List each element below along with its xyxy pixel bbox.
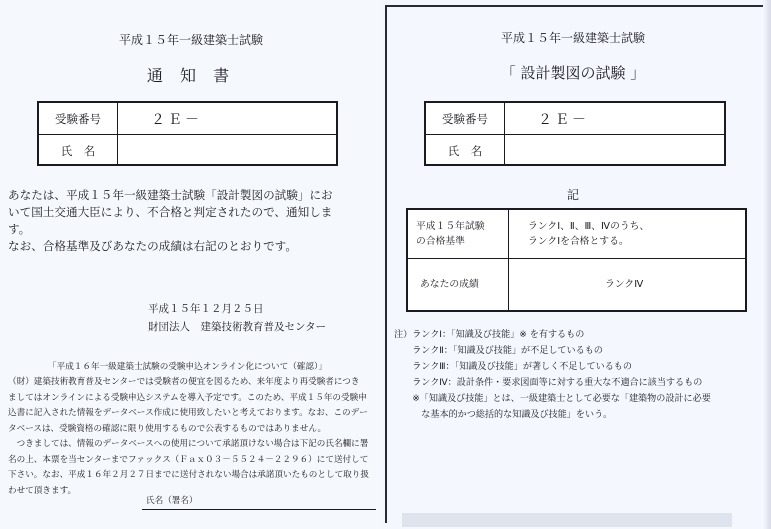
rank-note: ランクⅡ：「知識及び技能」が不足しているもの (394, 346, 603, 356)
notice-title: 通 知 書 (146, 66, 236, 85)
rank-note: ※「知識及び技能」とは、一級建築士として必要な「建築物の設計に必要 (394, 394, 711, 404)
criteria-value-line: ランクⅠ、Ⅱ、Ⅲ、Ⅳのうち、 (528, 221, 650, 232)
criteria-label-line: の合格基準 (416, 236, 465, 247)
left-id-box (37, 101, 338, 166)
footer-heading: 「平成１６年一級建築士試験の受験申込オンライン化について（確認）」 (48, 362, 327, 372)
criteria-value (528, 219, 649, 249)
exam-number-value: ２Ｅ－ (151, 112, 202, 128)
right-id-box (424, 101, 726, 166)
rank-note: ランクⅣ：設計条件・要求図面等に対する重大な不適合に該当するもの (394, 378, 703, 388)
footer-line: 名の上、本票を当センターまでファックス（Ｆａｘ０３－５５２４－２２９６）にて送付して (8, 454, 369, 465)
criteria-label-line: 平成１５年試験 (416, 221, 485, 232)
right-exam-title: 平成１５年一級建築士試験 (500, 31, 645, 45)
signature-label: 氏名（署名） (146, 496, 198, 506)
notice-line: いて国土交通大臣により、不合格と判定されたので、通知しま (8, 205, 333, 219)
signature-line[interactable] (142, 509, 376, 510)
page-edge-shadow (763, 0, 771, 529)
ki-heading: 記 (567, 188, 580, 202)
footer-line: 下さい。なお、平成１６年２月２７日までに送付されない場合は承諾頂いたものとして取り扱 (8, 470, 369, 480)
left-exam-title: 平成１５年一級建築士試験 (118, 33, 263, 47)
notice-line: なお、合格基準及びあなたの成績は右記のとおりです。 (8, 239, 297, 253)
notice-line: す。 (8, 222, 31, 236)
exam-number-value: ２Ｅ－ (538, 112, 589, 128)
footer-line: ましてはオンラインによる受験申込システムを導入予定です。このため、平成１５年の受験申 (8, 392, 367, 403)
issuer-name: 財団法人 建築技術教育普及センター (148, 321, 327, 333)
name-label: 氏 名 (60, 144, 96, 158)
rank-notes (394, 327, 711, 423)
footer-text (8, 375, 374, 499)
footer-line: タベースは、受験資格の確認に限り使用するもので公表するものではありません。 (8, 423, 327, 434)
right-page-result (382, 0, 771, 529)
notice-date: 平成１５年１２月２５日 (148, 303, 264, 315)
left-page-notice (0, 0, 382, 529)
rank-note: 注）ランクⅠ：「知識及び技能」※ を有するもの (394, 330, 585, 340)
section-title: 「 設計製図の試験 」 (500, 64, 646, 82)
footer-line: （財）建築技術教育普及センターでは受験者の便宜を図るため、来年度より再受験者につき (8, 377, 360, 387)
name-label: 氏 名 (447, 144, 483, 158)
criteria-value-line: ランクⅠを合格とする。 (528, 236, 629, 247)
footer-line: わせて頂きます。 (8, 485, 77, 496)
exam-number-label: 受験番号 (442, 112, 488, 126)
bottom-print-mark (402, 513, 732, 527)
footer-line: 込書に記入された情報をデータベース作成に使用致したいと考えております。なお、このデー (8, 408, 368, 418)
notice-body (8, 187, 382, 255)
result-label: あなたの成績 (420, 279, 479, 290)
result-value: ランクⅣ (605, 279, 644, 290)
exam-number-label: 受験番号 (55, 112, 101, 126)
rank-note: ランクⅢ：「知識及び技能」が著しく不足しているもの (394, 362, 632, 372)
result-table (406, 208, 747, 312)
criteria-label (416, 219, 485, 249)
notice-line: あなたは、平成１５年一級建築士試験「設計製図の試験」にお (8, 188, 333, 202)
rank-note: な基本的かつ総括的な知識及び技能」をいう。 (394, 410, 613, 420)
footer-line: つきましては、情報のデータベースへの使用について承諾頂けない場合は下記の氏名欄に署 (8, 439, 369, 449)
